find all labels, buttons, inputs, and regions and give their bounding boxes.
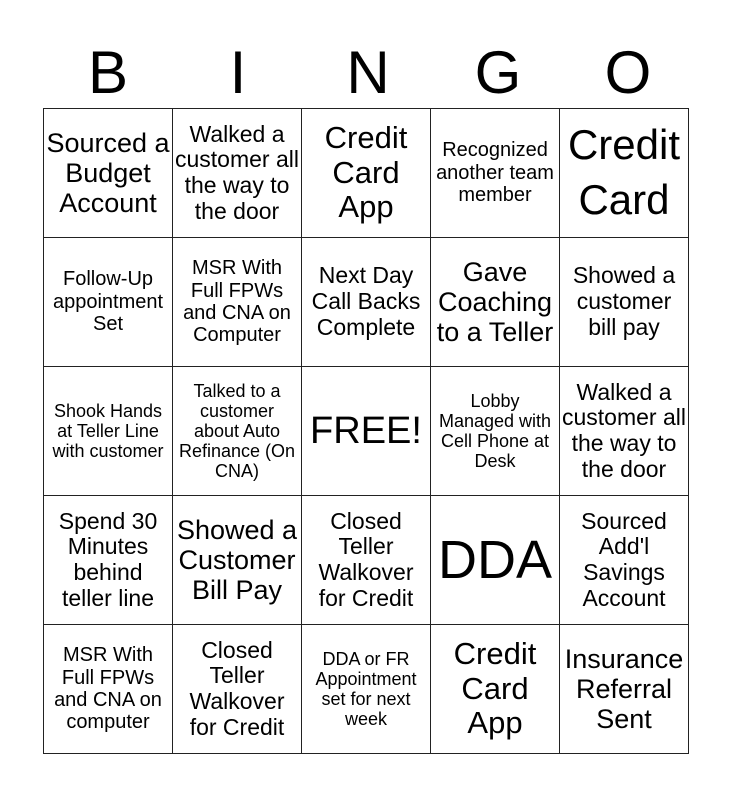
board-row — [44, 238, 689, 367]
header-letter-n: N — [346, 39, 390, 106]
header-letter-b: B — [87, 39, 129, 106]
bingo-cell[interactable]: Talked to a customer about Auto Refinance (On CNA) — [173, 367, 302, 496]
header-letter-o: O — [604, 39, 652, 106]
bingo-header — [43, 40, 693, 106]
bingo-cell[interactable]: Sourced a Budget Account — [44, 109, 173, 238]
free-space-cell[interactable]: FREE! — [302, 367, 431, 496]
bingo-cell[interactable]: Credit Card App — [431, 625, 560, 754]
bingo-cell[interactable]: DDA — [431, 496, 560, 625]
bingo-cell[interactable]: Walked a customer all the way to the door — [173, 109, 302, 238]
bingo-cell[interactable]: Showed a customer bill pay — [560, 238, 689, 367]
bingo-cell[interactable]: Credit Card App — [302, 109, 431, 238]
bingo-cell[interactable]: Sourced Add'l Savings Account — [560, 496, 689, 625]
bingo-cell[interactable]: Follow-Up appointment Set — [44, 238, 173, 367]
bingo-cell[interactable]: DDA or FR Appointment set for next week — [302, 625, 431, 754]
bingo-cell[interactable]: Closed Teller Walkover for Credit — [302, 496, 431, 625]
bingo-cell[interactable]: Showed a Customer Bill Pay — [173, 496, 302, 625]
bingo-cell[interactable]: Next Day Call Backs Complete — [302, 238, 431, 367]
bingo-cell[interactable]: Spend 30 Minutes behind teller line — [44, 496, 173, 625]
bingo-cell[interactable]: Recognized another team member — [431, 109, 560, 238]
bingo-cell[interactable]: Lobby Managed with Cell Phone at Desk — [431, 367, 560, 496]
board-row — [44, 496, 689, 625]
bingo-board — [43, 108, 689, 754]
board-row — [44, 625, 689, 754]
bingo-cell[interactable]: Shook Hands at Teller Line with customer — [44, 367, 173, 496]
bingo-cell[interactable]: MSR With Full FPWs and CNA on Computer — [173, 238, 302, 367]
bingo-cell[interactable]: Walked a customer all the way to the door — [560, 367, 689, 496]
bingo-cell[interactable]: Gave Coaching to a Teller — [431, 238, 560, 367]
header-letter-g: G — [474, 39, 522, 106]
bingo-cell[interactable]: MSR With Full FPWs and CNA on computer — [44, 625, 173, 754]
board-row — [44, 367, 689, 496]
board-row — [44, 109, 689, 238]
bingo-cell[interactable]: Closed Teller Walkover for Credit — [173, 625, 302, 754]
bingo-cell[interactable]: Credit Card — [560, 109, 689, 238]
header-letter-i: I — [229, 39, 247, 106]
bingo-cell[interactable]: Insurance Referral Sent — [560, 625, 689, 754]
